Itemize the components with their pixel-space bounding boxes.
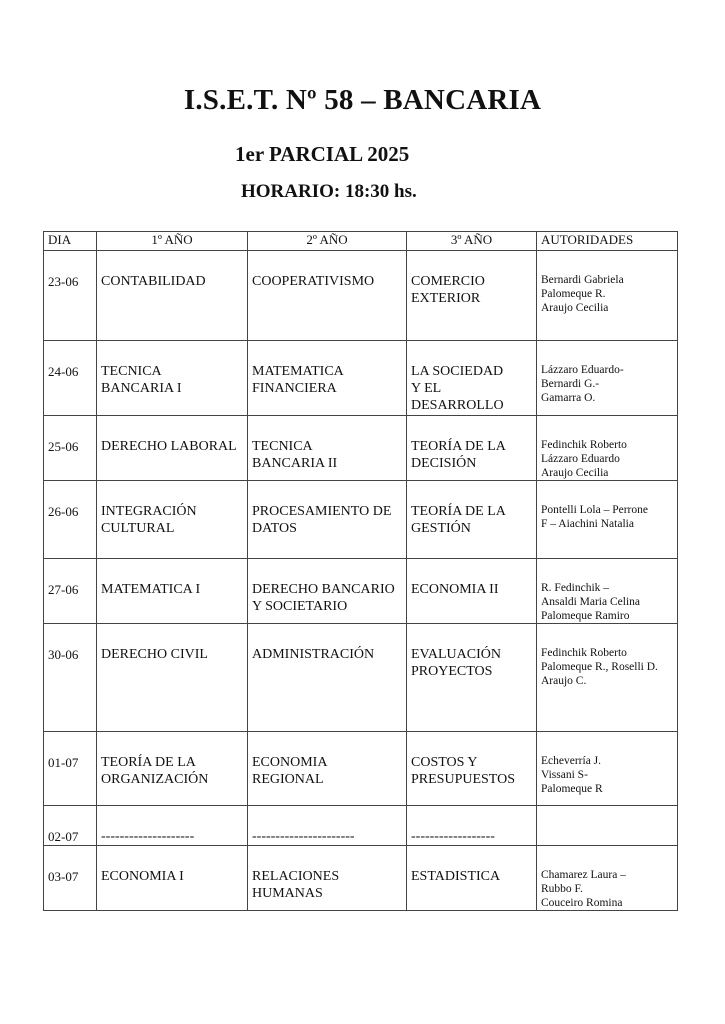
table-row bbox=[44, 481, 678, 559]
year-3-subject-cell: COSTOS Y PRESUPUESTOS bbox=[407, 732, 537, 806]
table-row bbox=[44, 559, 678, 624]
year-1-subject-cell: -------------------- bbox=[97, 806, 248, 846]
year-3-subject-cell: EVALUACIÓN PROYECTOS bbox=[407, 624, 537, 732]
year-1-subject-cell: TEORÍA DE LA ORGANIZACIÓN bbox=[97, 732, 248, 806]
column-header-year-1: 1º AÑO bbox=[97, 232, 248, 251]
table-row bbox=[44, 846, 678, 911]
column-header-year-3: 3º AÑO bbox=[407, 232, 537, 251]
year-3-subject-cell: ECONOMIA II bbox=[407, 559, 537, 624]
year-1-subject-cell: DERECHO LABORAL bbox=[97, 416, 248, 481]
table-row bbox=[44, 624, 678, 732]
column-header-day: DIA bbox=[44, 232, 97, 251]
year-3-subject-cell: LA SOCIEDAD Y EL DESARROLLO bbox=[407, 341, 537, 416]
year-2-subject-cell: ---------------------- bbox=[248, 806, 407, 846]
authorities-cell: Chamarez Laura – Rubbo F. Couceiro Romina bbox=[537, 846, 678, 911]
column-header-authorities: AUTORIDADES bbox=[537, 232, 678, 251]
year-2-subject-cell: ECONOMIA REGIONAL bbox=[248, 732, 407, 806]
exam-subtitle: 1er PARCIAL 2025 bbox=[235, 142, 410, 166]
authorities-cell: Lázzaro Eduardo- Bernardi G.- Gamarra O. bbox=[537, 341, 678, 416]
authorities-cell: Fedinchik Roberto Lázzaro Eduardo Araujo Cecilia bbox=[537, 416, 678, 481]
table-header-row bbox=[44, 232, 678, 251]
year-3-subject-cell: TEORÍA DE LA GESTIÓN bbox=[407, 481, 537, 559]
year-3-subject-cell: ESTADISTICA bbox=[407, 846, 537, 911]
authorities-cell: Fedinchik Roberto Palomeque R., Roselli D. Araujo C. bbox=[537, 624, 678, 732]
day-cell: 01-07 bbox=[44, 732, 97, 806]
authorities-cell: R. Fedinchik – Ansaldi Maria Celina Palomeque Ramiro bbox=[537, 559, 678, 624]
day-cell: 26-06 bbox=[44, 481, 97, 559]
day-cell: 27-06 bbox=[44, 559, 97, 624]
year-2-subject-cell: ADMINISTRACIÓN bbox=[248, 624, 407, 732]
table-row bbox=[44, 806, 678, 846]
day-cell: 25-06 bbox=[44, 416, 97, 481]
table-row bbox=[44, 251, 678, 341]
year-1-subject-cell: DERECHO CIVIL bbox=[97, 624, 248, 732]
day-cell: 24-06 bbox=[44, 341, 97, 416]
table-row bbox=[44, 732, 678, 806]
authorities-cell: Pontelli Lola – Perrone F – Aiachini Natalia bbox=[537, 481, 678, 559]
column-header-year-2: 2º AÑO bbox=[248, 232, 407, 251]
year-2-subject-cell: MATEMATICA FINANCIERA bbox=[248, 341, 407, 416]
table-row bbox=[44, 341, 678, 416]
year-3-subject-cell: ------------------ bbox=[407, 806, 537, 846]
year-2-subject-cell: COOPERATIVISMO bbox=[248, 251, 407, 341]
day-cell: 03-07 bbox=[44, 846, 97, 911]
day-cell: 23-06 bbox=[44, 251, 97, 341]
year-1-subject-cell: CONTABILIDAD bbox=[97, 251, 248, 341]
document-title: I.S.E.T. Nº 58 – BANCARIA bbox=[183, 84, 542, 116]
exam-schedule-table bbox=[43, 231, 678, 911]
table-row bbox=[44, 416, 678, 481]
year-3-subject-cell: TEORÍA DE LA DECISIÓN bbox=[407, 416, 537, 481]
year-1-subject-cell: MATEMATICA I bbox=[97, 559, 248, 624]
year-1-subject-cell: TECNICA BANCARIA I bbox=[97, 341, 248, 416]
year-2-subject-cell: RELACIONES HUMANAS bbox=[248, 846, 407, 911]
authorities-cell: Bernardi Gabriela Palomeque R. Araujo Cecilia bbox=[537, 251, 678, 341]
year-1-subject-cell: INTEGRACIÓN CULTURAL bbox=[97, 481, 248, 559]
year-2-subject-cell: PROCESAMIENTO DE DATOS bbox=[248, 481, 407, 559]
day-cell: 02-07 bbox=[44, 806, 97, 846]
authorities-cell bbox=[537, 806, 678, 846]
year-1-subject-cell: ECONOMIA I bbox=[97, 846, 248, 911]
year-2-subject-cell: DERECHO BANCARIO Y SOCIETARIO bbox=[248, 559, 407, 624]
year-3-subject-cell: COMERCIO EXTERIOR bbox=[407, 251, 537, 341]
authorities-cell: Echeverría J. Vissani S- Palomeque R bbox=[537, 732, 678, 806]
year-2-subject-cell: TECNICA BANCARIA II bbox=[248, 416, 407, 481]
schedule-time: HORARIO: 18:30 hs. bbox=[241, 181, 417, 202]
day-cell: 30-06 bbox=[44, 624, 97, 732]
